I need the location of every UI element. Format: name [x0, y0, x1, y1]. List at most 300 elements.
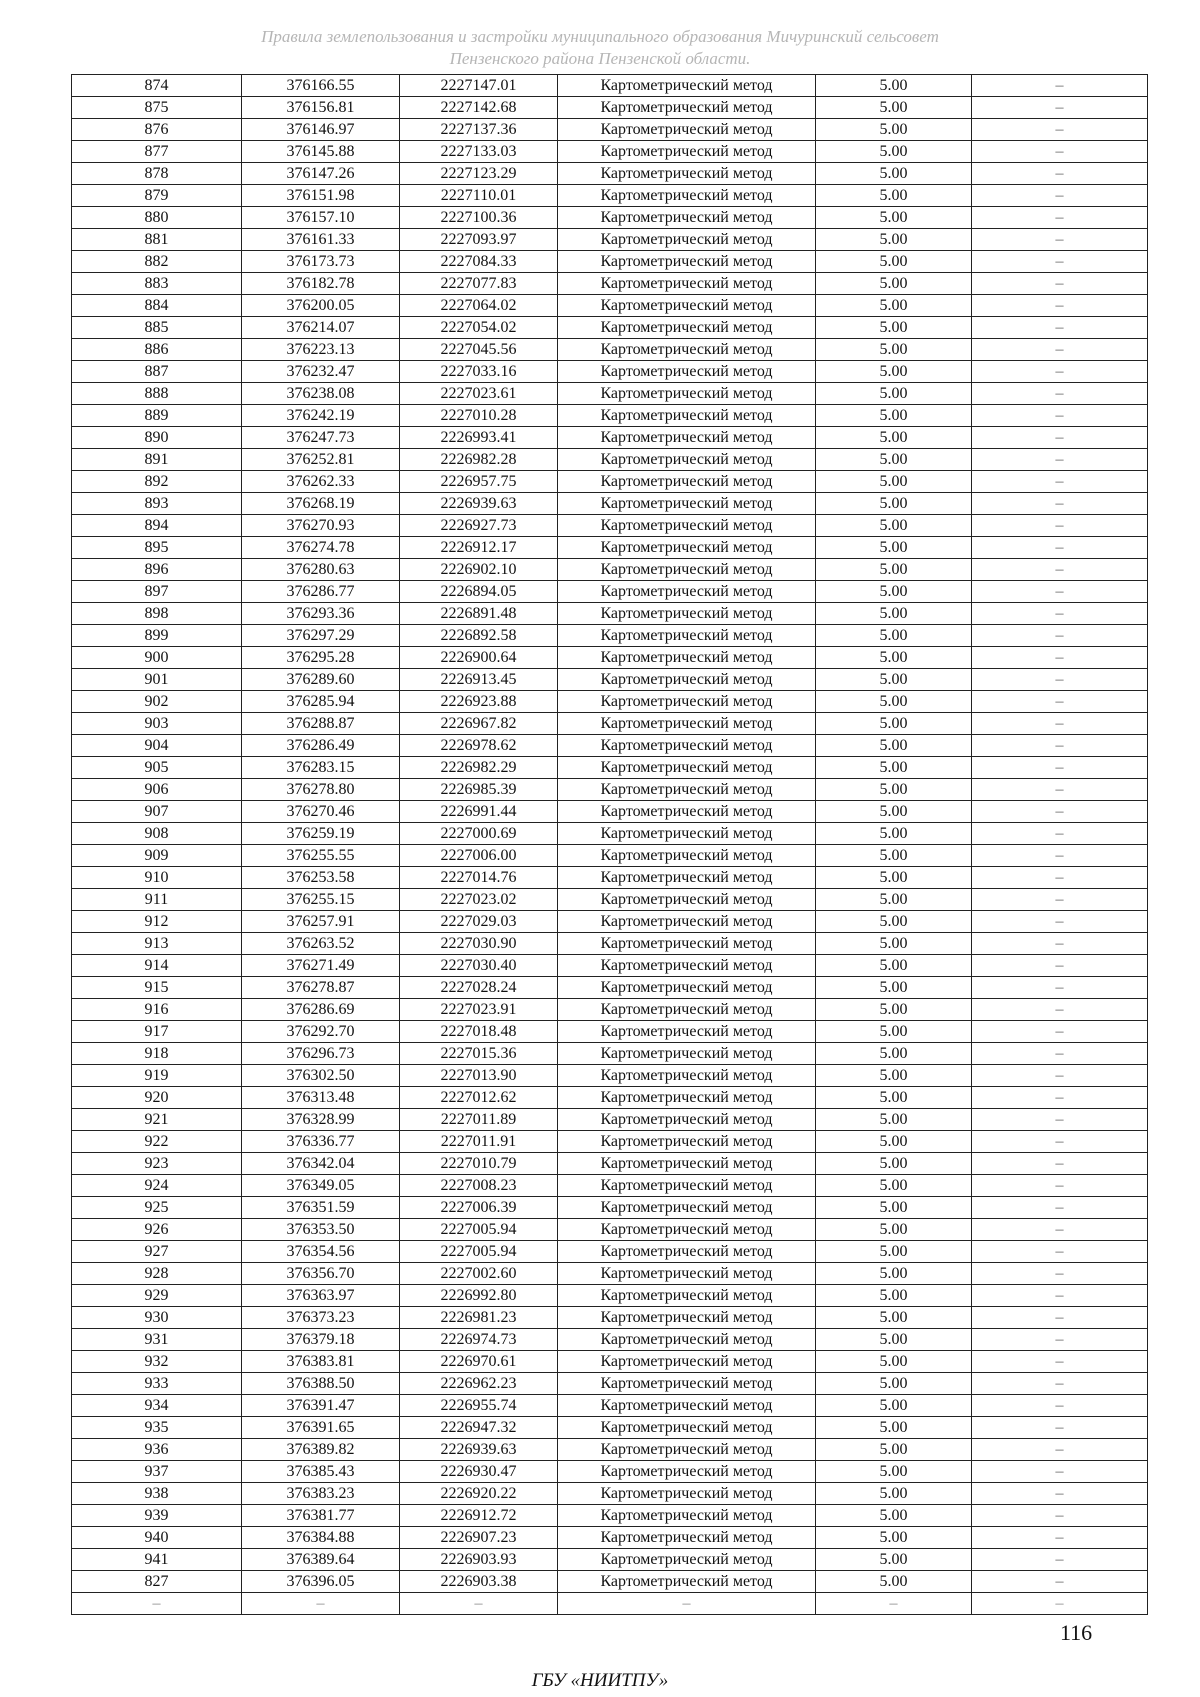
y-coordinate-cell: 2226991.44 [400, 801, 558, 823]
point-number-cell: 937 [72, 1461, 242, 1483]
y-coordinate-cell: 2226970.61 [400, 1351, 558, 1373]
x-coordinate-cell: 376342.04 [242, 1153, 400, 1175]
accuracy-cell: 5.00 [816, 801, 972, 823]
point-number-cell: 876 [72, 119, 242, 141]
description-cell: – [972, 339, 1148, 361]
x-coordinate-cell: 376253.58 [242, 867, 400, 889]
method-cell: Картометрический метод [558, 427, 816, 449]
description-cell: – [972, 427, 1148, 449]
accuracy-cell: 5.00 [816, 1329, 972, 1351]
x-coordinate-cell: 376302.50 [242, 1065, 400, 1087]
table-row [72, 339, 1148, 361]
accuracy-cell: 5.00 [816, 1043, 972, 1065]
x-coordinate-cell: 376292.70 [242, 1021, 400, 1043]
x-coordinate-cell: 376286.77 [242, 581, 400, 603]
method-cell: Картометрический метод [558, 141, 816, 163]
point-number-cell: 904 [72, 735, 242, 757]
description-cell: – [972, 911, 1148, 933]
description-cell: – [972, 361, 1148, 383]
page-number: 116 [1060, 1620, 1093, 1645]
table-row [72, 933, 1148, 955]
method-cell: Картометрический метод [558, 801, 816, 823]
x-coordinate-cell: 376328.99 [242, 1109, 400, 1131]
x-coordinate-cell: 376252.81 [242, 449, 400, 471]
accuracy-cell: 5.00 [816, 669, 972, 691]
point-number-cell: 918 [72, 1043, 242, 1065]
x-coordinate-cell: 376157.10 [242, 207, 400, 229]
accuracy-cell: 5.00 [816, 229, 972, 251]
description-cell: – [972, 757, 1148, 779]
point-number-cell: 882 [72, 251, 242, 273]
x-coordinate-cell: 376270.93 [242, 515, 400, 537]
method-cell: Картометрический метод [558, 1109, 816, 1131]
accuracy-cell: 5.00 [816, 185, 972, 207]
point-number-cell: 924 [72, 1175, 242, 1197]
method-cell: Картометрический метод [558, 977, 816, 999]
y-coordinate-cell: 2227000.69 [400, 823, 558, 845]
method-cell: Картометрический метод [558, 559, 816, 581]
accuracy-cell: 5.00 [816, 1197, 972, 1219]
description-cell: – [972, 1087, 1148, 1109]
x-coordinate-cell: 376295.28 [242, 647, 400, 669]
accuracy-cell: 5.00 [816, 361, 972, 383]
point-number-cell: 895 [72, 537, 242, 559]
method-cell: Картометрический метод [558, 405, 816, 427]
description-cell: – [972, 581, 1148, 603]
x-coordinate-cell: 376349.05 [242, 1175, 400, 1197]
method-cell: Картометрический метод [558, 1329, 816, 1351]
description-cell: – [972, 1021, 1148, 1043]
point-number-cell: 938 [72, 1483, 242, 1505]
method-cell: Картометрический метод [558, 1395, 816, 1417]
table-row [72, 185, 1148, 207]
y-coordinate-cell: 2227023.02 [400, 889, 558, 911]
point-number-cell: 921 [72, 1109, 242, 1131]
accuracy-cell: 5.00 [816, 1461, 972, 1483]
table-row [72, 1593, 1148, 1615]
x-coordinate-cell: 376257.91 [242, 911, 400, 933]
method-cell: Картометрический метод [558, 823, 816, 845]
table-row [72, 449, 1148, 471]
table-row [72, 1483, 1148, 1505]
method-cell: Картометрический метод [558, 1175, 816, 1197]
description-cell: – [972, 955, 1148, 977]
method-cell: Картометрический метод [558, 185, 816, 207]
y-coordinate-cell: 2226912.17 [400, 537, 558, 559]
method-cell: Картометрический метод [558, 515, 816, 537]
point-number-cell: 884 [72, 295, 242, 317]
x-coordinate-cell: 376389.82 [242, 1439, 400, 1461]
method-cell: Картометрический метод [558, 867, 816, 889]
accuracy-cell: 5.00 [816, 97, 972, 119]
point-number-cell: 892 [72, 471, 242, 493]
accuracy-cell: 5.00 [816, 867, 972, 889]
accuracy-cell: 5.00 [816, 493, 972, 515]
description-cell: – [972, 1307, 1148, 1329]
description-cell: – [972, 1483, 1148, 1505]
description-cell: – [972, 515, 1148, 537]
accuracy-cell: 5.00 [816, 625, 972, 647]
table-row [72, 647, 1148, 669]
y-coordinate-cell: 2226892.58 [400, 625, 558, 647]
accuracy-cell: 5.00 [816, 339, 972, 361]
table-row [72, 559, 1148, 581]
point-number-cell: 920 [72, 1087, 242, 1109]
table-row [72, 1351, 1148, 1373]
y-coordinate-cell: 2226902.10 [400, 559, 558, 581]
description-cell: – [972, 1549, 1148, 1571]
y-coordinate-cell: 2227006.39 [400, 1197, 558, 1219]
x-coordinate-cell: 376151.98 [242, 185, 400, 207]
description-cell: – [972, 1439, 1148, 1461]
point-number-cell: 929 [72, 1285, 242, 1307]
table-row [72, 1571, 1148, 1593]
accuracy-cell: 5.00 [816, 317, 972, 339]
accuracy-cell: 5.00 [816, 647, 972, 669]
x-coordinate-cell: 376280.63 [242, 559, 400, 581]
description-cell: – [972, 713, 1148, 735]
method-cell: Картометрический метод [558, 339, 816, 361]
y-coordinate-cell: 2226974.73 [400, 1329, 558, 1351]
y-coordinate-cell: 2227137.36 [400, 119, 558, 141]
x-coordinate-cell: 376147.26 [242, 163, 400, 185]
x-coordinate-cell: 376353.50 [242, 1219, 400, 1241]
description-cell: – [972, 1241, 1148, 1263]
method-cell: Картометрический метод [558, 229, 816, 251]
point-number-cell: 875 [72, 97, 242, 119]
description-cell: – [972, 1461, 1148, 1483]
accuracy-cell: 5.00 [816, 889, 972, 911]
y-coordinate-cell: 2227054.02 [400, 317, 558, 339]
method-cell: Картометрический метод [558, 933, 816, 955]
table-row [72, 163, 1148, 185]
point-number-cell: 886 [72, 339, 242, 361]
x-coordinate-cell: 376268.19 [242, 493, 400, 515]
coordinates-table [71, 74, 1148, 1615]
point-number-cell: 913 [72, 933, 242, 955]
x-coordinate-cell: 376161.33 [242, 229, 400, 251]
y-coordinate-cell: 2226939.63 [400, 1439, 558, 1461]
method-cell: Картометрический метод [558, 1263, 816, 1285]
accuracy-cell: 5.00 [816, 1131, 972, 1153]
point-number-cell: 879 [72, 185, 242, 207]
table-row [72, 537, 1148, 559]
method-cell: Картометрический метод [558, 471, 816, 493]
y-coordinate-cell: 2226907.23 [400, 1527, 558, 1549]
accuracy-cell: 5.00 [816, 1219, 972, 1241]
point-number-cell: 941 [72, 1549, 242, 1571]
accuracy-cell: 5.00 [816, 779, 972, 801]
point-number-cell: 925 [72, 1197, 242, 1219]
y-coordinate-cell: 2227005.94 [400, 1219, 558, 1241]
accuracy-cell: 5.00 [816, 449, 972, 471]
point-number-cell: 883 [72, 273, 242, 295]
y-coordinate-cell: 2227023.61 [400, 383, 558, 405]
point-number-cell: 900 [72, 647, 242, 669]
point-number-cell: 891 [72, 449, 242, 471]
y-coordinate-cell: 2226967.82 [400, 713, 558, 735]
y-coordinate-cell: 2226920.22 [400, 1483, 558, 1505]
description-cell: – [972, 845, 1148, 867]
y-coordinate-cell: 2227093.97 [400, 229, 558, 251]
method-cell: Картометрический метод [558, 273, 816, 295]
table-row [72, 757, 1148, 779]
point-number-cell: 928 [72, 1263, 242, 1285]
point-number-cell: 911 [72, 889, 242, 911]
accuracy-cell: 5.00 [816, 75, 972, 97]
table-row [72, 1109, 1148, 1131]
table-row [72, 405, 1148, 427]
header-line-1: Правила землепользования и застройки муниципального образования Мичуринский сельсовет [261, 27, 939, 46]
accuracy-cell: 5.00 [816, 691, 972, 713]
accuracy-cell: 5.00 [816, 1241, 972, 1263]
point-number-cell: 893 [72, 493, 242, 515]
table-row [72, 1439, 1148, 1461]
table-row [72, 515, 1148, 537]
description-cell: – [972, 603, 1148, 625]
y-coordinate-cell: 2227030.90 [400, 933, 558, 955]
x-coordinate-cell: 376286.49 [242, 735, 400, 757]
description-cell: – [972, 1417, 1148, 1439]
y-coordinate-cell: 2227002.60 [400, 1263, 558, 1285]
table-row [72, 955, 1148, 977]
accuracy-cell: 5.00 [816, 1307, 972, 1329]
table-row [72, 1175, 1148, 1197]
accuracy-cell: 5.00 [816, 603, 972, 625]
y-coordinate-cell: 2227064.02 [400, 295, 558, 317]
method-cell: Картометрический метод [558, 1461, 816, 1483]
x-coordinate-cell: 376271.49 [242, 955, 400, 977]
table-row [72, 1417, 1148, 1439]
point-number-cell: 934 [72, 1395, 242, 1417]
point-number-cell: 896 [72, 559, 242, 581]
table-row [72, 1263, 1148, 1285]
description-cell: – [972, 669, 1148, 691]
x-coordinate-cell: 376313.48 [242, 1087, 400, 1109]
y-coordinate-cell: 2226993.41 [400, 427, 558, 449]
table-row [72, 295, 1148, 317]
accuracy-cell: 5.00 [816, 515, 972, 537]
description-cell: – [972, 1505, 1148, 1527]
table-row [72, 141, 1148, 163]
point-number-cell: 926 [72, 1219, 242, 1241]
description-cell: – [972, 383, 1148, 405]
accuracy-cell: 5.00 [816, 471, 972, 493]
accuracy-cell: 5.00 [816, 977, 972, 999]
description-cell: – [972, 1263, 1148, 1285]
x-coordinate-cell: 376283.15 [242, 757, 400, 779]
method-cell: Картометрический метод [558, 163, 816, 185]
description-cell: – [972, 273, 1148, 295]
description-cell: – [972, 1593, 1148, 1615]
accuracy-cell: 5.00 [816, 405, 972, 427]
description-cell: – [972, 405, 1148, 427]
table-row [72, 1021, 1148, 1043]
accuracy-cell: 5.00 [816, 713, 972, 735]
x-coordinate-cell: 376232.47 [242, 361, 400, 383]
y-coordinate-cell: 2227015.36 [400, 1043, 558, 1065]
table-row [72, 911, 1148, 933]
description-cell: – [972, 1285, 1148, 1307]
point-number-cell: 931 [72, 1329, 242, 1351]
x-coordinate-cell: 376336.77 [242, 1131, 400, 1153]
y-coordinate-cell: 2226903.38 [400, 1571, 558, 1593]
x-coordinate-cell: 376385.43 [242, 1461, 400, 1483]
table-row [72, 581, 1148, 603]
point-number-cell: 888 [72, 383, 242, 405]
x-coordinate-cell: 376274.78 [242, 537, 400, 559]
y-coordinate-cell: 2226912.72 [400, 1505, 558, 1527]
point-number-cell: 907 [72, 801, 242, 823]
table-row [72, 1285, 1148, 1307]
method-cell: Картометрический метод [558, 317, 816, 339]
y-coordinate-cell: 2227030.40 [400, 955, 558, 977]
x-coordinate-cell: 376255.55 [242, 845, 400, 867]
table-row [72, 1197, 1148, 1219]
accuracy-cell: 5.00 [816, 537, 972, 559]
point-number-cell: 922 [72, 1131, 242, 1153]
table-row [72, 823, 1148, 845]
point-number-cell: 885 [72, 317, 242, 339]
method-cell: Картометрический метод [558, 647, 816, 669]
table-row [72, 229, 1148, 251]
accuracy-cell: 5.00 [816, 1439, 972, 1461]
y-coordinate-cell: 2227005.94 [400, 1241, 558, 1263]
accuracy-cell: 5.00 [816, 1417, 972, 1439]
point-number-cell: 936 [72, 1439, 242, 1461]
table-row [72, 427, 1148, 449]
y-coordinate-cell: 2227077.83 [400, 273, 558, 295]
description-cell: – [972, 801, 1148, 823]
x-coordinate-cell: 376396.05 [242, 1571, 400, 1593]
coordinates-table-container [71, 74, 1147, 1615]
method-cell: Картометрический метод [558, 1549, 816, 1571]
point-number-cell: 912 [72, 911, 242, 933]
description-cell: – [972, 1571, 1148, 1593]
method-cell: Картометрический метод [558, 845, 816, 867]
x-coordinate-cell: 376293.36 [242, 603, 400, 625]
description-cell: – [972, 1219, 1148, 1241]
x-coordinate-cell: 376270.46 [242, 801, 400, 823]
method-cell: Картометрический метод [558, 1285, 816, 1307]
point-number-cell: 927 [72, 1241, 242, 1263]
point-number-cell: 933 [72, 1373, 242, 1395]
table-row [72, 471, 1148, 493]
method-cell: Картометрический метод [558, 691, 816, 713]
table-row [72, 1373, 1148, 1395]
method-cell: Картометрический метод [558, 1131, 816, 1153]
y-coordinate-cell: 2227014.76 [400, 867, 558, 889]
method-cell: Картометрический метод [558, 251, 816, 273]
y-coordinate-cell: 2226903.93 [400, 1549, 558, 1571]
y-coordinate-cell: 2226927.73 [400, 515, 558, 537]
table-row [72, 273, 1148, 295]
y-coordinate-cell: 2227012.62 [400, 1087, 558, 1109]
point-number-cell: 939 [72, 1505, 242, 1527]
table-row [72, 845, 1148, 867]
point-number-cell: 916 [72, 999, 242, 1021]
x-coordinate-cell: 376351.59 [242, 1197, 400, 1219]
y-coordinate-cell: 2227013.90 [400, 1065, 558, 1087]
accuracy-cell: 5.00 [816, 295, 972, 317]
point-number-cell: 878 [72, 163, 242, 185]
y-coordinate-cell: 2227142.68 [400, 97, 558, 119]
description-cell: – [972, 207, 1148, 229]
method-cell: Картометрический метод [558, 119, 816, 141]
point-number-cell: 874 [72, 75, 242, 97]
accuracy-cell: 5.00 [816, 757, 972, 779]
accuracy-cell: 5.00 [816, 1505, 972, 1527]
y-coordinate-cell: 2226981.23 [400, 1307, 558, 1329]
header-line-2: Пензенского района Пензенской области. [449, 49, 751, 68]
description-cell: – [972, 1175, 1148, 1197]
page-header [60, 26, 1140, 70]
description-cell: – [972, 1043, 1148, 1065]
y-coordinate-cell: 2227028.24 [400, 977, 558, 999]
table-row [72, 1549, 1148, 1571]
method-cell: Картометрический метод [558, 1241, 816, 1263]
x-coordinate-cell: 376182.78 [242, 273, 400, 295]
x-coordinate-cell: 376373.23 [242, 1307, 400, 1329]
accuracy-cell: 5.00 [816, 1549, 972, 1571]
x-coordinate-cell: 376383.23 [242, 1483, 400, 1505]
description-cell: – [972, 559, 1148, 581]
description-cell: – [972, 119, 1148, 141]
accuracy-cell: 5.00 [816, 383, 972, 405]
accuracy-cell: 5.00 [816, 1065, 972, 1087]
x-coordinate-cell: 376356.70 [242, 1263, 400, 1285]
table-row [72, 977, 1148, 999]
x-coordinate-cell: 376289.60 [242, 669, 400, 691]
y-coordinate-cell: 2227006.00 [400, 845, 558, 867]
x-coordinate-cell: 376391.47 [242, 1395, 400, 1417]
method-cell: Картометрический метод [558, 757, 816, 779]
description-cell: – [972, 933, 1148, 955]
method-cell: Картометрический метод [558, 1197, 816, 1219]
description-cell: – [972, 625, 1148, 647]
x-coordinate-cell: 376297.29 [242, 625, 400, 647]
point-number-cell: 917 [72, 1021, 242, 1043]
x-coordinate-cell: 376379.18 [242, 1329, 400, 1351]
description-cell: – [972, 493, 1148, 515]
method-cell: Картометрический метод [558, 955, 816, 977]
point-number-cell: 910 [72, 867, 242, 889]
y-coordinate-cell: 2227011.89 [400, 1109, 558, 1131]
y-coordinate-cell: 2227147.01 [400, 75, 558, 97]
accuracy-cell: 5.00 [816, 1109, 972, 1131]
x-coordinate-cell: – [242, 1593, 400, 1615]
y-coordinate-cell: 2227018.48 [400, 1021, 558, 1043]
accuracy-cell: 5.00 [816, 1175, 972, 1197]
method-cell: Картометрический метод [558, 1065, 816, 1087]
method-cell: Картометрический метод [558, 735, 816, 757]
y-coordinate-cell: 2227084.33 [400, 251, 558, 273]
accuracy-cell: 5.00 [816, 1153, 972, 1175]
y-coordinate-cell: 2227008.23 [400, 1175, 558, 1197]
accuracy-cell: 5.00 [816, 1087, 972, 1109]
method-cell: Картометрический метод [558, 537, 816, 559]
description-cell: – [972, 735, 1148, 757]
y-coordinate-cell: 2226982.29 [400, 757, 558, 779]
point-number-cell: 906 [72, 779, 242, 801]
point-number-cell: 880 [72, 207, 242, 229]
method-cell: Картометрический метод [558, 1527, 816, 1549]
description-cell: – [972, 97, 1148, 119]
method-cell: Картометрический метод [558, 669, 816, 691]
x-coordinate-cell: 376263.52 [242, 933, 400, 955]
x-coordinate-cell: 376389.64 [242, 1549, 400, 1571]
point-number-cell: 898 [72, 603, 242, 625]
